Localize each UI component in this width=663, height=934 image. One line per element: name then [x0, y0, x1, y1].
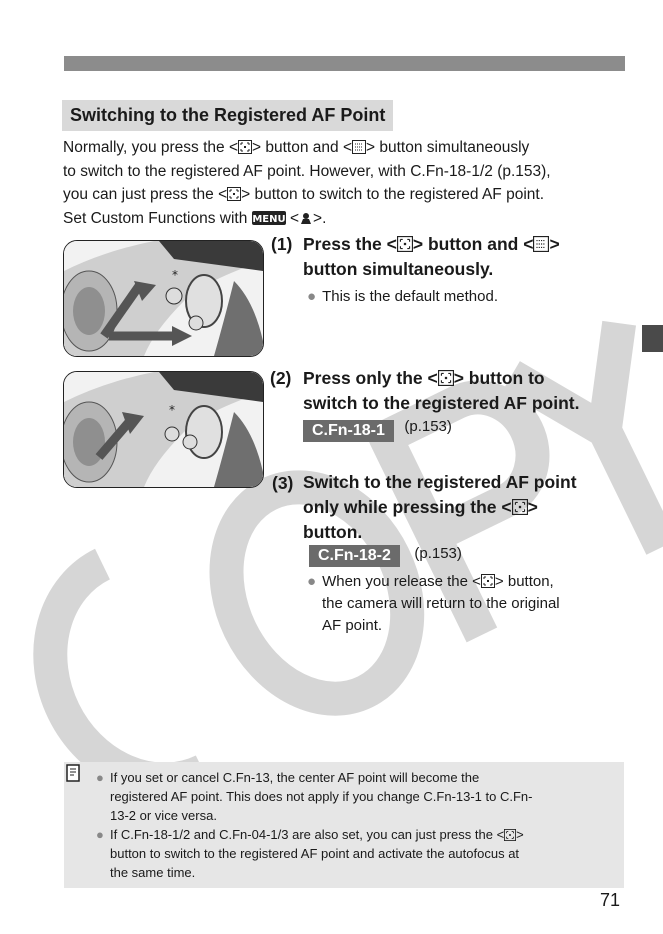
fel-lock-icon [352, 140, 366, 154]
step-2-title: Press only the < > button to switch to the registered AF point. [303, 368, 580, 413]
menu-icon [252, 211, 286, 225]
cfn-badge: C.Fn-18-1 [303, 420, 394, 442]
af-point-selection-icon [438, 370, 454, 386]
svg-text:MENU: MENU [252, 213, 286, 225]
fel-lock-icon [533, 236, 549, 252]
step-1-number: (1) [271, 234, 293, 254]
af-point-selection-icon [238, 140, 252, 154]
chapter-side-tab [642, 325, 663, 352]
step-1-bullet: ● This is the default method. [307, 288, 498, 305]
note-icon [66, 764, 82, 782]
svg-text:*: * [172, 268, 178, 282]
af-point-selection-icon [512, 499, 528, 515]
af-point-selection-icon [481, 574, 495, 588]
note-text [96, 768, 616, 882]
af-point-selection-icon [397, 236, 413, 252]
page-reference: (p.153) [414, 545, 462, 562]
step-3-title: Switch to the registered AF point only while pressing the < > button. [303, 472, 577, 542]
page-number: 71 [600, 890, 621, 910]
page-reference: (p.153) [404, 418, 452, 435]
step-1-title: Press the < > button and < > button simultaneously. [303, 234, 560, 279]
cfn-badge: C.Fn-18-2 [309, 545, 400, 567]
note-item: ● If you set or cancel C.Fn-13, the center AF point will become the registered AF point. This does not apply if you change C.Fn-13-1 to C.Fn- 13-2 or vice versa. [96, 770, 533, 823]
camera-photo-both-buttons [63, 240, 264, 357]
step-3-bullet: ● When you release the < > button, the camera will return to the original AF point. [307, 573, 560, 634]
step-3-number: (3) [272, 473, 294, 493]
camera-photo-af-button [63, 371, 264, 488]
svg-text:*: * [169, 403, 175, 417]
step-2-number: (2) [270, 368, 292, 388]
step-2-cfn-row [303, 418, 452, 442]
step-3-cfn-row [309, 545, 462, 567]
af-point-selection-icon [504, 829, 516, 841]
af-point-selection-icon [227, 187, 241, 201]
note-item: ● If C.Fn-18-1/2 and C.Fn-04-1/3 are also set, you can just press the < > button to switch to the registered AF point and activate the autofocus at the same time. [96, 827, 524, 880]
top-rule [64, 56, 625, 71]
custom-functions-icon [299, 211, 313, 225]
section-title: Switching to the Registered AF Point [62, 100, 393, 131]
intro-paragraph: Normally, you press the < > button and < > button simultaneously to switch to the registered AF point. However, with C.Fn-18-1/2 (p.153), you can just press the < > button to switch to the registered AF point. Set Custom Functions with MENU < >. [63, 139, 551, 227]
